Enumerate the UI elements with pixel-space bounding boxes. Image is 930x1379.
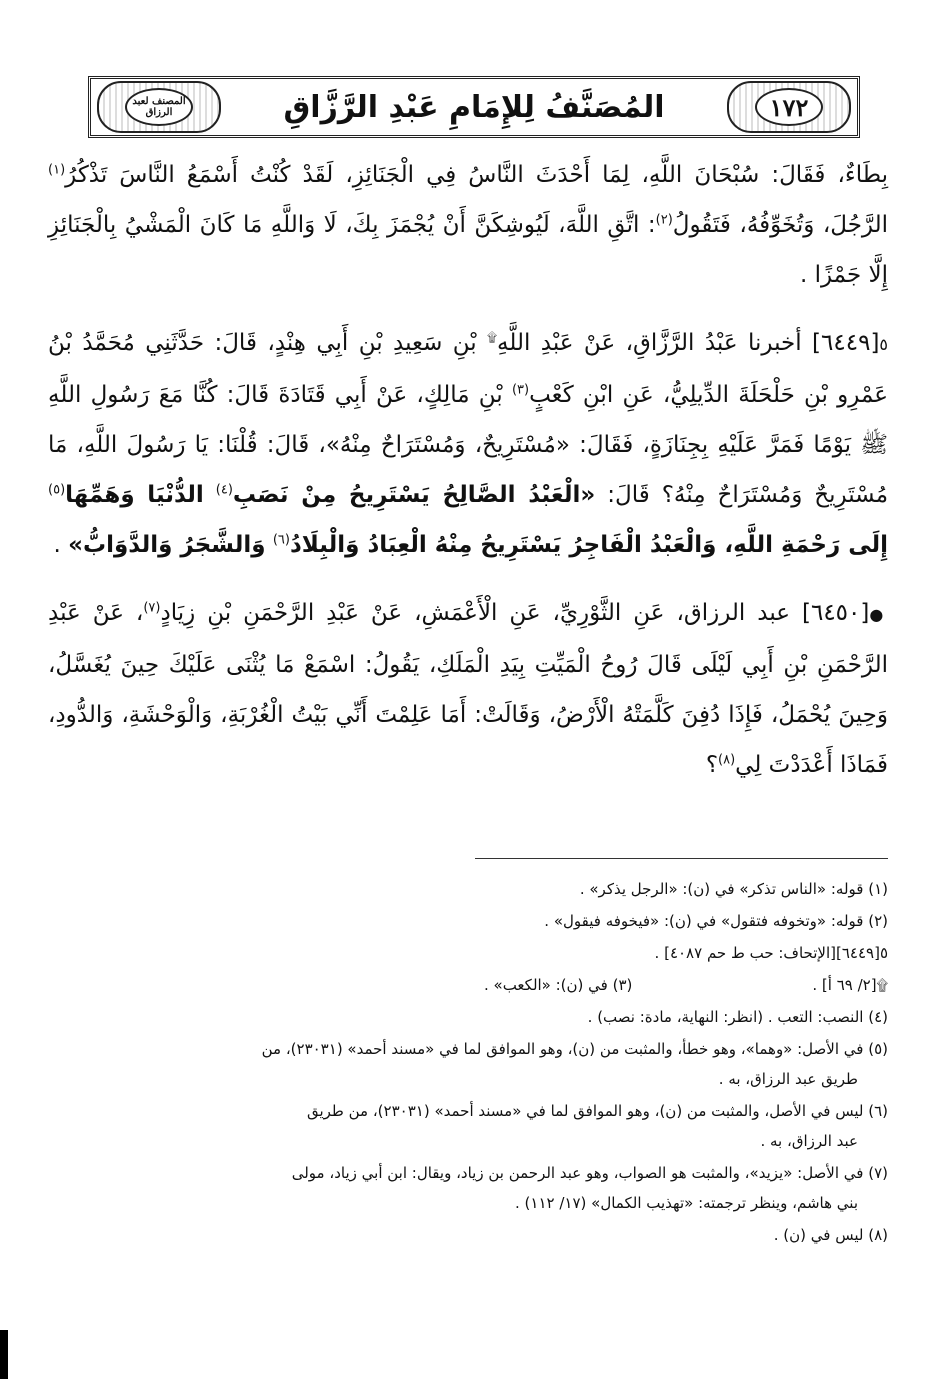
footnote-1: (١) قوله: «الناس تذكر» في (ن): «الرجل يذكر» .	[579, 880, 888, 898]
footnote-pair	[48, 970, 888, 1000]
footnote-ref-5[interactable]: (٥)	[48, 482, 66, 498]
scan-edge-mark	[0, 1330, 8, 1379]
footnote-ref-1[interactable]: (١)	[48, 162, 66, 178]
source-note: ٥[٦٤٤٩][الإتحاف: حب ط حم ٤٠٨٧] .	[654, 944, 888, 962]
footnote-7-line: (٧) في الأصل: «يزيد»، والمثبت هو الصواب، وهو عبد الرحمن بن زياد، ويقال: ابن أبي زياد، مولى	[291, 1164, 888, 1182]
text-run: [٦٤٥٠] عبد الرزاق، عَنِ الثَّوْرِيِّ، عَنِ الْأَعْمَشِ، عَنْ عَبْدِ الرَّحْمَنِ بْنِ زِيَادٍ	[160, 600, 870, 626]
hadith-matn: الدُّنْيَا وَهَمِّهَا	[65, 482, 204, 508]
footnote-5-line: (٥) في الأصل: «وهما»، وهو خطأ، والمثبت من (ن)، وهو الموافق لما في «مسند أحمد» (٢٣٠٣١)، من	[261, 1040, 888, 1058]
footnote-ref-2[interactable]: (٢)	[655, 212, 673, 228]
book-title: المُصَنَّفُ لِلإِمَامِ عَبْدِ الرَّزَّاقِ	[283, 89, 665, 125]
footnote-5	[48, 1034, 888, 1094]
text-run: [٦٤٤٩] أخبرنا عَبْدُ الرَّزَّاقِ، عَنْ عَبْدِ اللَّهِ	[497, 330, 880, 356]
footnote-4: (٤) النصب: التعب . (انظر: النهاية، مادة: نصب) .	[587, 1008, 888, 1026]
footnote-ref-6[interactable]: (٦)	[272, 532, 290, 548]
footnote-divider	[475, 858, 888, 859]
text-run: .	[53, 532, 61, 558]
text-run: ؟	[705, 752, 719, 778]
bullet-icon: ●	[869, 605, 888, 624]
footnote-ref-7[interactable]: (٧)	[143, 600, 161, 616]
hadith-matn: إِلَى رَحْمَةِ اللَّهِ، وَالْعَبْدُ الْفَاجِرُ يَسْتَرِيحُ مِنْهُ الْعِبَادُ وَالْبِلَادُ	[289, 532, 888, 558]
footnote-3: (٣) في (ن): «الكعب» .	[483, 976, 633, 994]
text-run: بِطَاءٌ، فَقَالَ: سُبْحَانَ اللَّهِ، لِمَا أَحْدَثَ النَّاسُ فِي الْجَنَائِزِ، لَقَدْ كُنْتُ أَسْمَعُ النَّاسَ تَذْكُرُ	[65, 162, 888, 188]
hadith-matn: وَالشَّجَرُ وَالدَّوَابُّ»	[68, 532, 266, 558]
hadith-6449	[48, 318, 888, 570]
footnote-ref-8[interactable]: (٨)	[718, 752, 736, 768]
main-text	[48, 150, 888, 790]
page-header	[88, 76, 860, 138]
text-run: الرَّجُلَ، وَتُخَوِّفُهُ، فَتَقُولُ	[672, 212, 889, 238]
footnote-7-cont: بني هاشم، وينظر ترجمته: «تهذيب الكمال» (١٧/ ١١٢) .	[515, 1194, 858, 1212]
text-run: : اتَّقِ اللَّهَ، لَيُوشِكَنَّ أَنْ يُجْمَزَ بِكَ، لَا وَاللَّهِ مَا كَانَ الْمَشْيُ بِالْجَنَائِزِ إِلَّا جَمْزًا .	[48, 212, 888, 288]
hadith-matn: «الْعَبْدُ الصَّالِحُ يَسْتَرِيحُ مِنْ نَصَبِ	[232, 482, 596, 508]
text-run: ، عَنْ عَبْدِ الرَّحْمَنِ بْنِ أَبِي لَيْلَى قَالَ رُوحُ الْمَيِّتِ بِيَدِ الْمَلَكِ، يَقُولُ: اسْمَعْ مَا يُثْنَى عَلَيْكَ حِينَ يُغَسَّلُ، وَحِينَ يُحْمَلُ، فَإِذَا دُفِنَ كَلَّمَتْهُ الْأَرْضُ، وَقَالَتْ: أَمَا عَلِمْتَ أَنِّي بَيْتُ الْغُرْبَةِ، وَالْوَحْشَةِ، وَالدُّودِ، فَمَاذَا أَعْدَدْتَ لِي	[48, 600, 888, 778]
page-number: ١٧٢	[755, 88, 823, 126]
logo-ornament	[97, 81, 221, 133]
logo-text: المصنف لعبد الرزاق	[125, 88, 193, 126]
footnote-8: (٨) ليس في (ن) .	[773, 1226, 888, 1244]
footnote-ref-4[interactable]: (٤)	[215, 482, 233, 498]
footnote-6-line: (٦) ليس في الأصل، والمثبت من (ن)، وهو الموافق لما في «مسند أحمد» (٢٣٠٣١)، من طريق	[306, 1102, 888, 1120]
paragraph-1	[48, 150, 888, 300]
footnote-5-cont: طريق عبد الرزاق، به .	[718, 1070, 858, 1088]
footnote-2: (٢) قوله: «وتخوفه فتقول» في (ن): «فيخوفه فيقول» .	[544, 912, 888, 930]
hadith-6450	[48, 588, 888, 790]
folio-note: ۩[٢/ ٦٩ أ] .	[812, 976, 888, 994]
text-run: بْنِ مَالِكٍ، عَنْ أَبِي قَتَادَةَ قَالَ: كُنَّا مَعَ رَسُولِ اللَّهِ ﷺ يَوْمًا فَمَرَّ عَلَيْهِ بِجِنَازَةٍ، فَقَالَ: «مُسْتَرِيحٌ، وَمُسْتَرَاحٌ مِنْهُ»، قَالَ: قُلْنَا: يَا رَسُولَ اللَّهِ، مَا مُسْتَرِيحٌ وَمُسْتَرَاحٌ مِنْهُ؟ قَالَ:	[48, 382, 889, 508]
footnote-6	[48, 1096, 888, 1156]
hadith-marker: ٥	[879, 335, 889, 354]
folio-mark-icon: ۩	[487, 330, 498, 346]
footnotes	[48, 872, 888, 1252]
page-number-ornament	[727, 81, 851, 133]
footnote-ref-3[interactable]: (٣)	[511, 382, 530, 398]
footnote-7	[48, 1158, 888, 1218]
text-run: بْنِ سَعِيدِ بْنِ أَبِي هِنْدٍ، قَالَ: حَدَّثَنِي مُحَمَّدُ بْنُ عَمْرِو بْنِ حَلْحَلَةَ الدِّيلِيُّ، عَنِ ابْنِ كَعْبٍ	[48, 330, 888, 408]
footnote-6-cont: عبد الرزاق، به .	[760, 1132, 858, 1150]
